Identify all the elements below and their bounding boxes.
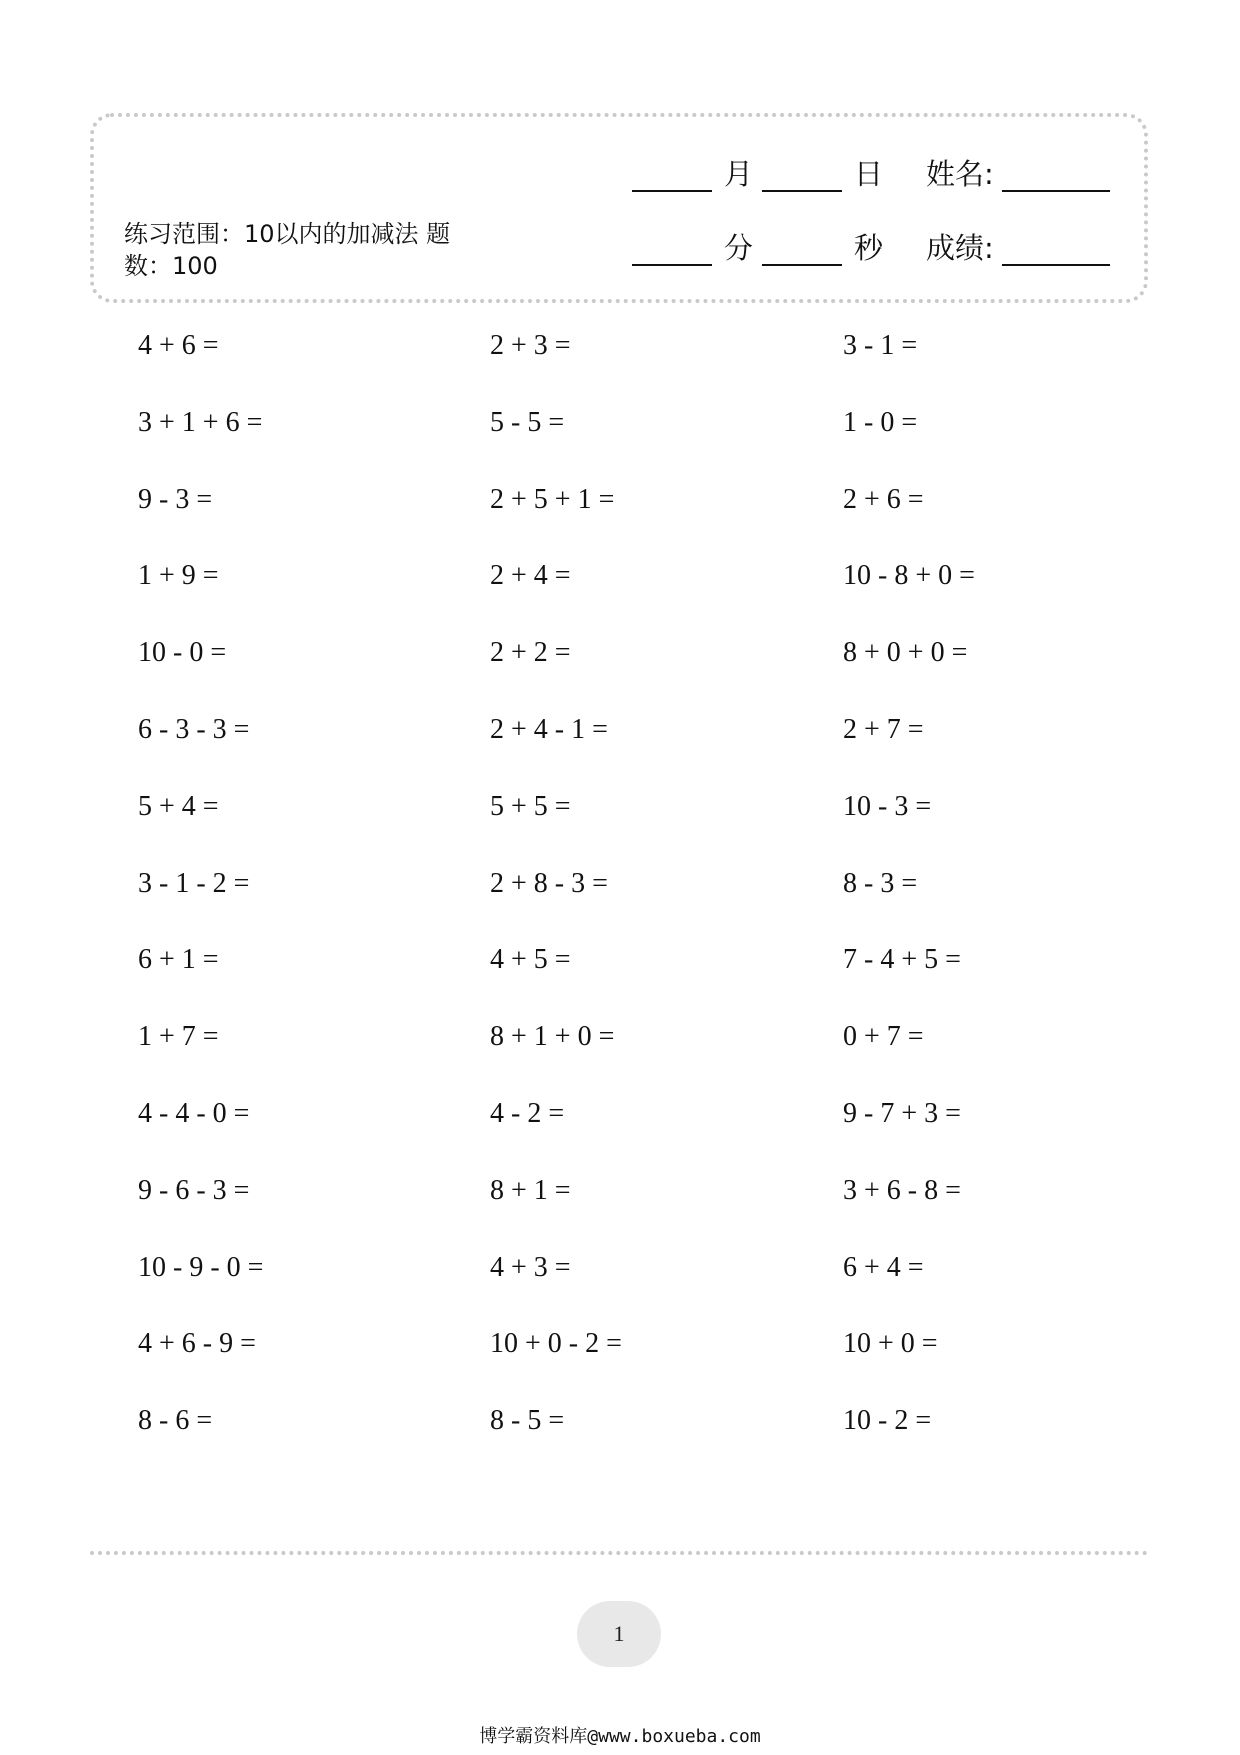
problem-col1-13: 10 - 9 - 0 = [138,1251,264,1283]
problem-col2-10: 8 + 1 + 0 = [490,1021,615,1053]
problem-col3-7: 10 - 3 = [843,790,932,822]
problem-col3-4: 10 - 8 + 0 = [843,560,975,592]
problem-col2-13: 4 + 3 = [490,1251,571,1283]
problem-col2-11: 4 - 2 = [490,1098,565,1129]
problem-col1-2: 3 + 1 + 6 = [138,406,263,438]
problem-col1-12: 9 - 6 - 3 = [138,1174,250,1206]
problem-col3-2: 1 - 0 = [843,406,918,438]
problem-col2-4: 2 + 4 = [490,560,571,592]
day-label: 日 [854,157,884,191]
problem-col1-1: 4 + 6 = [138,330,219,361]
page-number: 1 [577,1601,661,1667]
problem-col3-9: 7 - 4 + 5 = [843,944,961,976]
problem-col2-7: 5 + 5 = [490,790,571,822]
problem-col3-10: 0 + 7 = [843,1021,924,1053]
problem-col3-3: 2 + 6 = [843,483,924,515]
name-label: 姓名: [926,157,994,191]
problem-col1-10: 1 + 7 = [138,1021,219,1053]
footer-watermark: 博学霸资料库@www.boxueba.com [479,1726,761,1747]
problem-col3-6: 2 + 7 = [843,714,924,745]
problem-col3-5: 8 + 0 + 0 = [843,637,968,669]
problem-col1-5: 10 - 0 = [138,637,227,669]
problem-col2-8: 2 + 8 - 3 = [490,867,608,899]
problem-col1-3: 9 - 3 = [138,483,213,515]
problem-col2-1: 2 + 3 = [490,330,571,361]
problem-col2-2: 5 - 5 = [490,406,565,438]
problem-col3-14: 10 + 0 = [843,1328,938,1360]
problem-col1-8: 3 - 1 - 2 = [138,867,250,899]
second-label: 秒 [854,231,884,265]
problem-col1-6: 6 - 3 - 3 = [138,714,250,745]
problem-col3-12: 3 + 6 - 8 = [843,1174,961,1206]
problem-col2-3: 2 + 5 + 1 = [490,483,615,515]
minute-label: 分 [724,231,754,265]
problem-col2-12: 8 + 1 = [490,1174,571,1206]
problem-col2-9: 4 + 5 = [490,944,571,976]
practice-range-info: 练习范围：10以内的加减法 题数：100 [124,220,451,280]
problem-col2-14: 10 + 0 - 2 = [490,1328,622,1360]
problem-col2-15: 8 - 5 = [490,1405,565,1437]
problem-col3-8: 8 - 3 = [843,867,918,899]
problem-col2-5: 2 + 2 = [490,637,571,669]
problem-col1-7: 5 + 4 = [138,790,219,822]
dotted-divider [90,1551,1148,1555]
problem-col1-11: 4 - 4 - 0 = [138,1098,250,1129]
problem-col1-9: 6 + 1 = [138,944,219,976]
score-label: 成绩: [926,231,994,265]
month-label: 月 [724,157,754,191]
problem-col1-15: 8 - 6 = [138,1405,213,1437]
problem-col3-11: 9 - 7 + 3 = [843,1098,961,1129]
problem-col2-6: 2 + 4 - 1 = [490,714,608,745]
problem-col3-15: 10 - 2 = [843,1405,932,1437]
problem-col1-4: 1 + 9 = [138,560,219,592]
problem-col3-1: 3 - 1 = [843,330,918,361]
problem-col1-14: 4 + 6 - 9 = [138,1328,256,1360]
problem-col3-13: 6 + 4 = [843,1251,924,1283]
